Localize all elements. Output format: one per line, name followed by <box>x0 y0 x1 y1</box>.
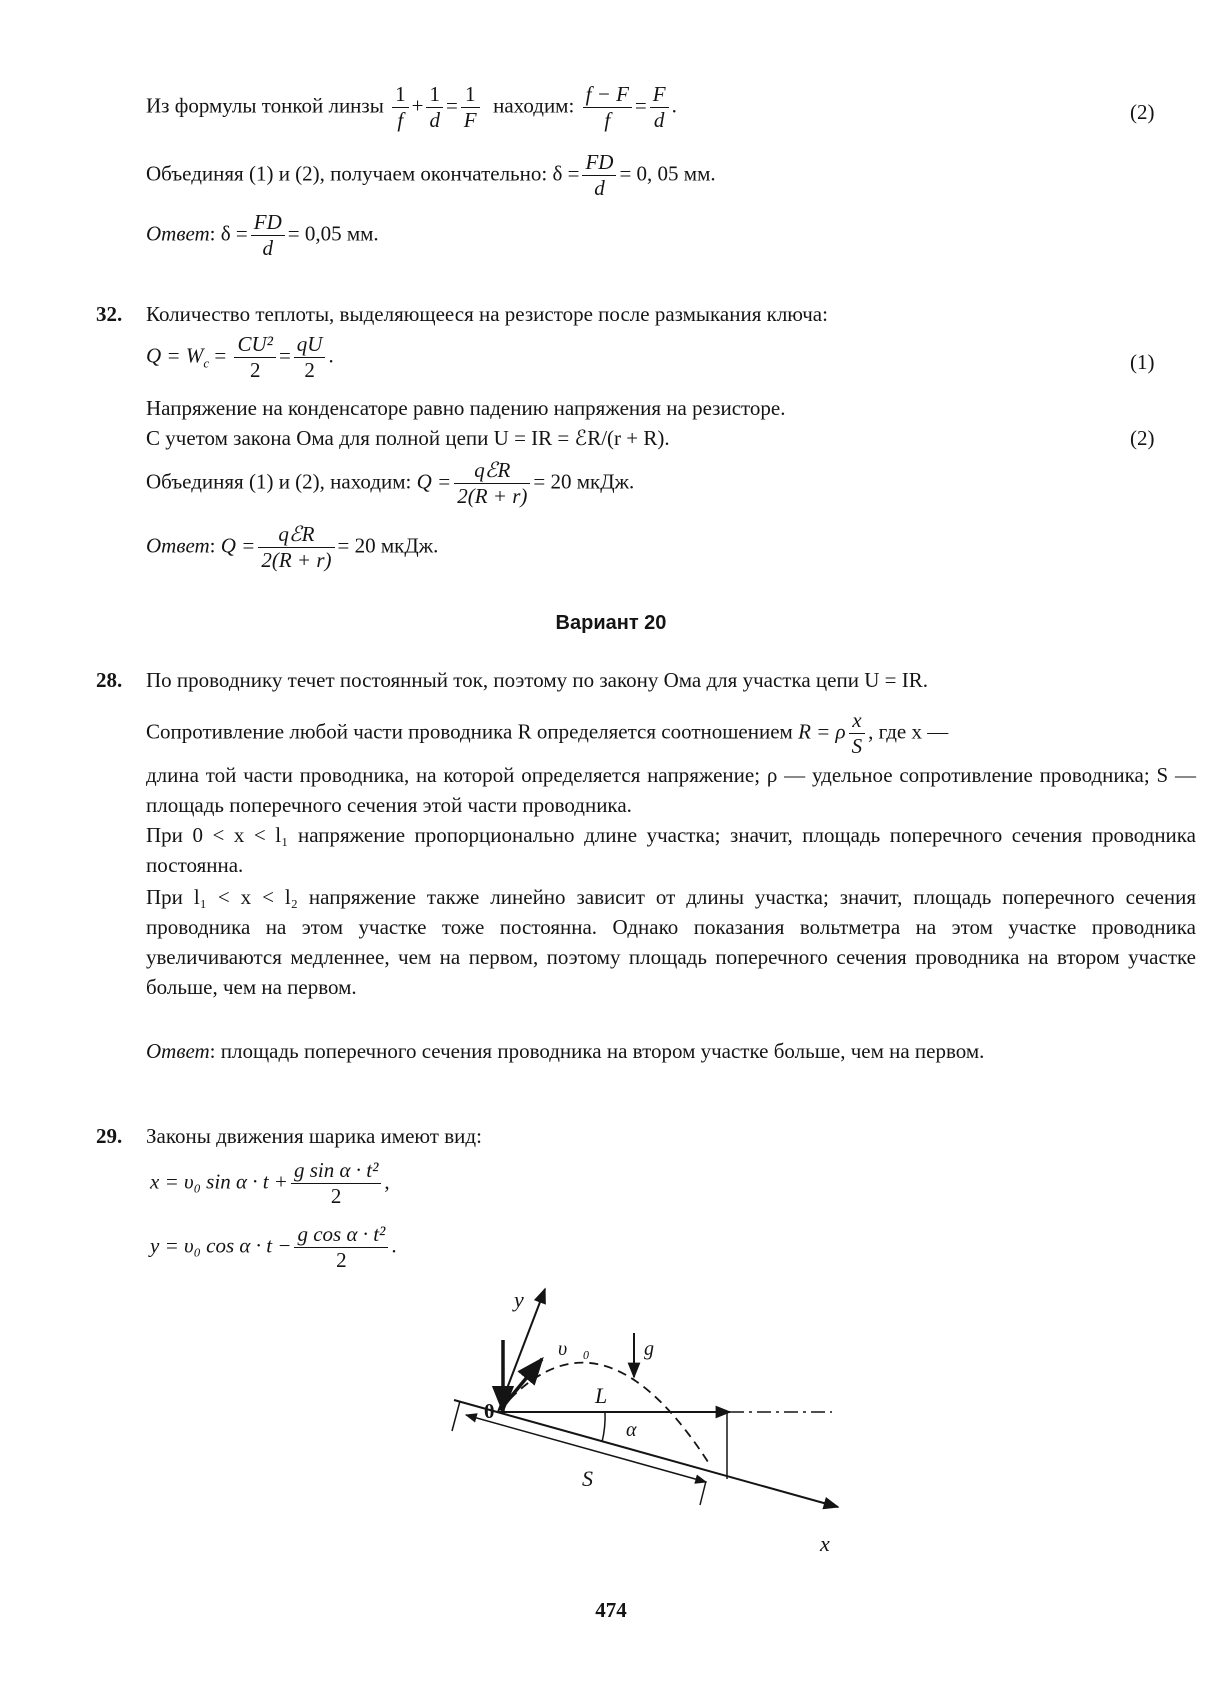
p32-line1: Количество теплоты, выделяющееся на резисторе после размыкания ключа: <box>146 302 828 326</box>
p32-line2: Напряжение на конденсаторе равно падению напряжения на резисторе. <box>146 396 786 420</box>
page-number: 474 <box>595 1598 627 1622</box>
alpha-arc <box>602 1412 605 1442</box>
lens-intro: Из формулы тонкой линзы <box>146 93 384 118</box>
S-tick-right <box>700 1481 706 1505</box>
equation-number: (1) <box>1130 350 1155 374</box>
equation-number: (2) <box>1130 100 1155 124</box>
frac-FD-over-d-answer: $\frac{FD}{d}$ <box>251 210 285 261</box>
v0-vector <box>500 1359 542 1410</box>
label-y: y <box>514 1287 524 1312</box>
problem-number-29: 29. <box>96 1124 123 1148</box>
lens-formula-line: Из формулы тонкой линзы $\frac{1}{f}$ + $\frac{1}{d}$ = $\frac{1}{F}$ находим: $\frac{f - F}{f}$ = $\frac{F}{d}$ . <box>146 82 677 132</box>
answer-label: Ответ <box>146 533 210 558</box>
p32-line3: С учетом закона Ома для полной цепи U = IR = ℰR/(r + R). <box>146 426 670 450</box>
answer-32: Ответ: Q = $\frac{\text{qℰR}}{2(R + r)}$ = 20 мкДж. <box>146 522 439 572</box>
frac-qER-over-2Rr: $\frac{\text{qℰR}}{2(R + r)}$ <box>454 458 530 509</box>
frac-1-over-F: $\frac{1}{F}$ <box>461 82 480 133</box>
p29-line1: Законы движения шарика имеют вид: <box>146 1124 482 1148</box>
problem-number-32: 32. <box>96 302 123 326</box>
answer-label: Ответ <box>146 1039 210 1063</box>
frac-1-over-d: $\frac{1}{d}$ <box>426 82 443 133</box>
p29-y-law: y = υ₀ cos α · t − $\frac{\text{g cos α · t²}}{2}$ . <box>150 1222 397 1272</box>
variant-heading: Вариант 20 <box>555 612 667 634</box>
p29-x-law: x = υ₀ sin α · t + $\frac{\text{g sin α · t²}}{2}$ , <box>150 1158 390 1208</box>
p32-heat-formula: $Q = W_c$ = $\frac{\text{CU²}}{2}$ = $\frac{qU}{2}$ . <box>146 332 334 382</box>
answer-31: Ответ: δ = $\frac{FD}{d}$ = 0,05 мм. <box>146 210 379 260</box>
p28-line2: Сопротивление любой части проводника R определяется соотношением R = ρ $\frac{x}{S}$ , где x — <box>146 708 949 758</box>
frac-1-over-f: $\frac{1}{f}$ <box>392 82 409 133</box>
frac-qER-over-2Rr-answer: $\frac{\text{qℰR}}{2(R + r)}$ <box>258 522 334 573</box>
p32-combine: Объединяя (1) и (2), находим: Q = $\frac{\text{qℰR}}{2(R + r)}$ = 20 мкДж. <box>146 458 635 508</box>
p28-para2: При 0 < x < l₁ напряжение пропорционально длине участка; значит, площадь поперечного сечения проводника постоянна. <box>146 823 1196 877</box>
problem-number-28: 28. <box>96 668 123 692</box>
frac-x-over-S: $\frac{x}{S}$ <box>849 708 866 759</box>
label-g: g⃗ <box>644 1338 670 1360</box>
p28-answer: Ответ: площадь поперечного сечения проводника на втором участке больше, чем на первом. <box>146 1039 985 1063</box>
equation-number: (2) <box>1130 426 1155 450</box>
answer-label: Ответ <box>146 221 210 246</box>
label-alpha: α <box>626 1419 637 1441</box>
label-S: S <box>582 1466 593 1491</box>
label-L: L <box>595 1383 608 1408</box>
projectile-diagram <box>430 1285 870 1575</box>
frac-x-law: $\frac{\text{g sin α · t²}}{2}$ <box>291 1158 381 1209</box>
find-word: находим: <box>493 93 575 118</box>
frac-CU2-over-2: $\frac{\text{CU²}}{2}$ <box>234 332 275 383</box>
p28-para3: При l₁ < x < l₂ напряжение также линейно зависит от длины участка; значит, площадь поперечного сечения проводника на этом участке тоже постоянна. Однако показания вольтметра на этом участке проводника увеличиваются медленнее, чем на первом, поэтому площадь поперечного сечения проводника на втором участке больше, чем на первом. <box>146 885 1196 999</box>
label-x: x <box>820 1531 830 1556</box>
p28-line1: По проводнику течет постоянный ток, поэтому по закону Ома для участка цепи U = IR. <box>146 668 928 692</box>
label-origin: 0 <box>484 1399 495 1423</box>
frac-f-minus-F: $\frac{f - F}{f}$ <box>583 82 632 133</box>
frac-qU-over-2: $\frac{qU}{2}$ <box>294 332 326 383</box>
x-axis-line <box>454 1400 838 1507</box>
S-tick-left <box>452 1401 460 1431</box>
combine-line-31: Объединяя (1) и (2), получаем окончательно: δ = $\frac{FD}{d}$ = 0, 05 мм. <box>146 150 716 200</box>
frac-FD-over-d: $\frac{FD}{d}$ <box>582 150 616 201</box>
frac-F-over-d: $\frac{F}{d}$ <box>650 82 669 133</box>
p28-para1: длина той части проводника, на которой определяется напряжение; ρ — удельное сопротивление проводника; S — площадь поперечного сечения этой части проводника. <box>146 763 1196 817</box>
frac-y-law: $\frac{\text{g cos α · t²}}{2}$ <box>294 1222 388 1273</box>
label-v0: υ⃗₀ <box>558 1338 590 1360</box>
